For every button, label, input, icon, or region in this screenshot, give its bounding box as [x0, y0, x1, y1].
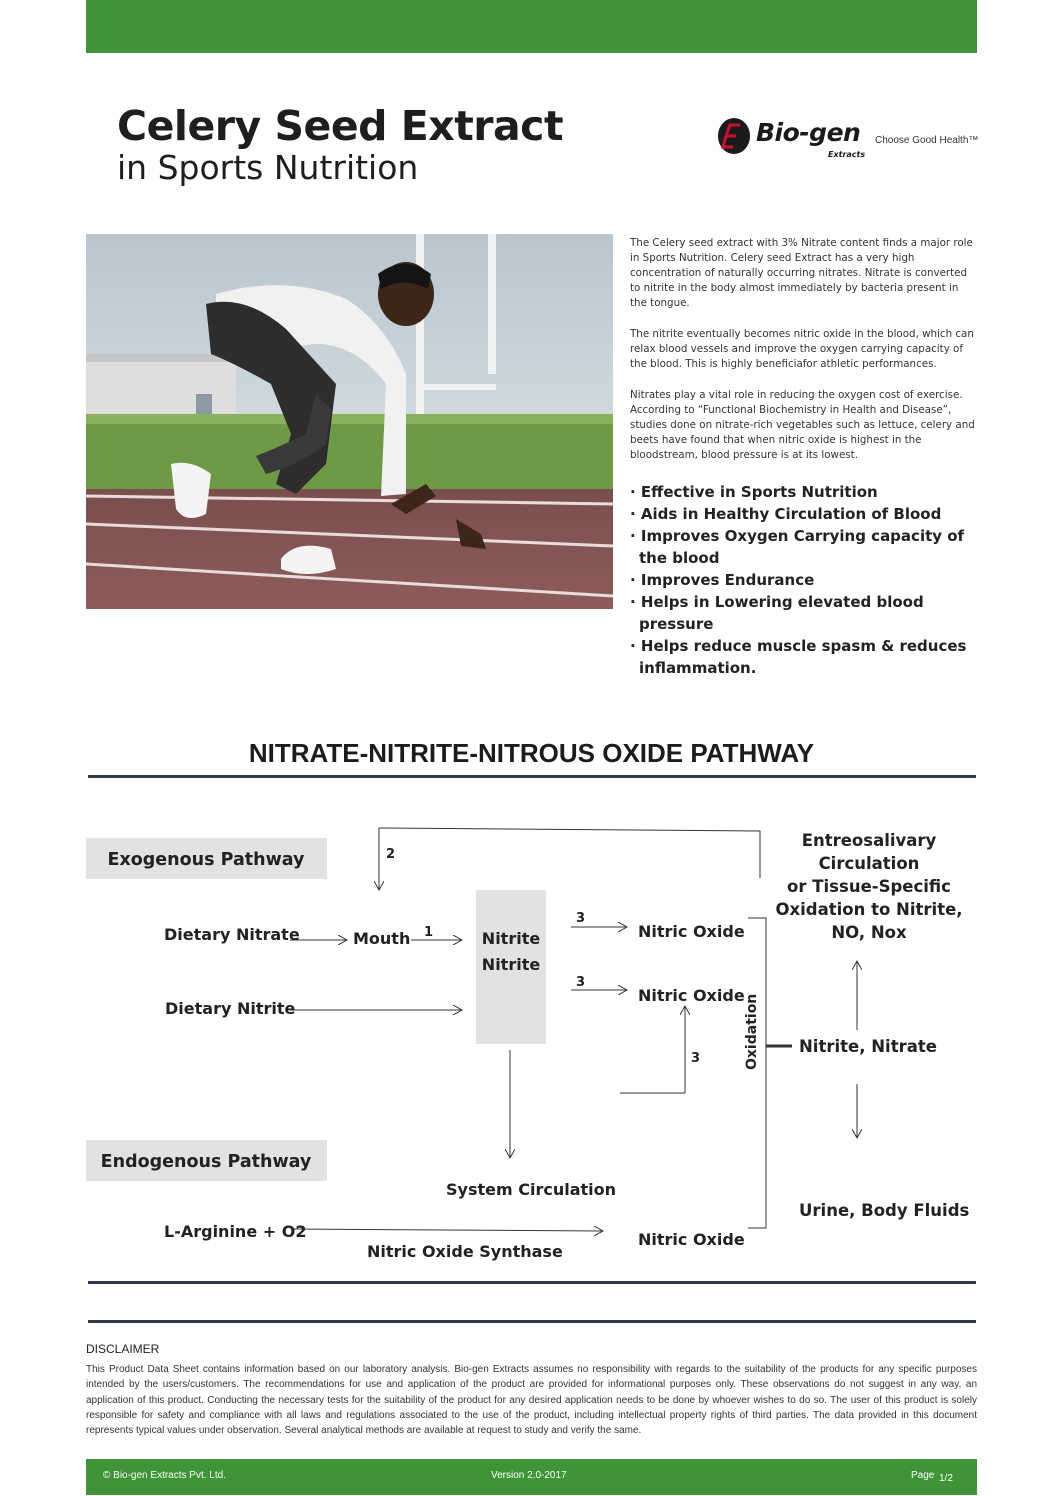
system-circulation-label: System Circulation — [446, 1180, 617, 1199]
disclaimer-heading: DISCLAIMER — [86, 1342, 160, 1356]
nitric-oxide-label-1: Nitric Oxide — [638, 922, 745, 941]
arrow-up-nitric-oxide-2 — [620, 1006, 685, 1093]
logo-tagline: Choose Good Health™ — [875, 135, 979, 146]
entero-label-1: Entreosalivary — [801, 831, 937, 850]
step-number-1: 1 — [424, 925, 434, 940]
intro-paragraph: Nitrates play a vital role in reducing the oxygen cost of exercise. According to “Functional Biochemistry in Health and Disease”, studies done on nitrate-rich vegetables such as lettuce, celery and beets have found that when nitric oxide is highest in the bloodstream, blood pressure is at its lowest. — [630, 389, 975, 461]
section-rule-bottom — [88, 1281, 976, 1284]
endogenous-label: Endogenous Pathway — [100, 1152, 312, 1172]
intro-paragraph: The nitrite eventually becomes nitric oxide in the blood, which can relax blood vessels and improve the oxygen carrying capacity of the blood. This is highly beneficiafor athletic performances. — [630, 328, 974, 370]
nitrite-label-2: Nitrite — [481, 955, 541, 974]
exogenous-label: Exogenous Pathway — [107, 850, 305, 870]
footer-copyright: © Bio-gen Extracts Pvt. Ltd. — [103, 1470, 226, 1481]
step-number-2: 2 — [386, 847, 396, 862]
arrow-feedback-loop — [379, 828, 760, 890]
benefit-item: · Effective in Sports Nutrition — [630, 481, 975, 503]
logo-extracts: Extracts — [828, 150, 866, 159]
footer-bar — [86, 1459, 977, 1495]
arrow-arginine-nitric-oxide — [292, 1229, 603, 1231]
oxidation-label: Oxidation — [744, 993, 760, 1070]
disclaimer-body: This Product Data Sheet contains information based on our laboratory analysis. Bio-gen Extracts assumes no responsibility with regards to the suitability of the products for any specific purposes intended by the users/customers. The recommendations for use and application of the product are provided for informational purposes only. These observations do not suggest in any way, an application of this product. Conducting the necessary tests for the suitability of the product for any desired application needs to be done by whoever wishes to do so. The user of this product is solely responsible for safety and compliance with all laws and regulations associated to the use of the product, including intellectual property rights of third parties. The data provided in this document represents typical values under observation. Several analytical methods are available at request to study and verify the same. — [86, 1364, 977, 1437]
oxidation-bracket — [748, 918, 766, 1228]
synthase-label: Nitric Oxide Synthase — [367, 1242, 563, 1261]
step-number-3a: 3 — [576, 911, 586, 926]
l-arginine-label: L-Arginine + O2 — [164, 1222, 307, 1241]
intro-paragraph: The Celery seed extract with 3% Nitrate content finds a major role in Sports Nutrition. Celery seed Extract has a very high concentration of naturally occurring nitrates. Nitrate is converted to nitrite in the body almost immediately by bacteria present in the tongue. — [630, 237, 973, 309]
entero-label-4: Oxidation to Nitrite, — [775, 900, 963, 919]
footer-version: Version 2.0-2017 — [491, 1470, 567, 1481]
benefit-item: · Improves Oxygen Carrying capacity of the blood — [630, 525, 975, 569]
nitrite-nitrate-label: Nitrite, Nitrate — [799, 1037, 937, 1056]
urine-label: Urine, Body Fluids — [799, 1201, 970, 1220]
entero-label-5: NO, Nox — [831, 923, 907, 942]
benefit-item: · Aids in Healthy Circulation of Blood — [630, 503, 975, 525]
step-number-3c: 3 — [691, 1051, 701, 1066]
benefit-item: · Helps reduce muscle spasm & reduces inflammation. — [630, 635, 975, 679]
mouth-label: Mouth — [353, 929, 411, 948]
entero-label-2: Circulation — [818, 854, 920, 873]
entero-label-3: or Tissue-Specific — [787, 877, 951, 896]
step-number-3b: 3 — [576, 975, 586, 990]
benefit-item: · Helps in Lowering elevated blood pressure — [630, 591, 975, 635]
dietary-nitrate-label: Dietary Nitrate — [164, 925, 300, 944]
logo-brand: Bio-gen — [756, 118, 861, 147]
nitric-oxide-label-3: Nitric Oxide — [638, 1230, 745, 1249]
page-subtitle: in Sports Nutrition — [117, 148, 419, 187]
dietary-nitrite-label: Dietary Nitrite — [165, 999, 296, 1018]
pathway-title: NITRATE-NITRITE-NITROUS OXIDE PATHWAY — [248, 738, 815, 768]
footer-page-number: 1/2 — [939, 1473, 953, 1484]
footer-page-label: Page — [911, 1470, 935, 1481]
disclaimer-rule — [88, 1320, 976, 1323]
nitric-oxide-label-2: Nitric Oxide — [638, 986, 745, 1005]
benefit-item: · Improves Endurance — [630, 569, 975, 591]
nitrite-label-1: Nitrite — [481, 929, 541, 948]
page-title: Celery Seed Extract — [117, 102, 564, 150]
